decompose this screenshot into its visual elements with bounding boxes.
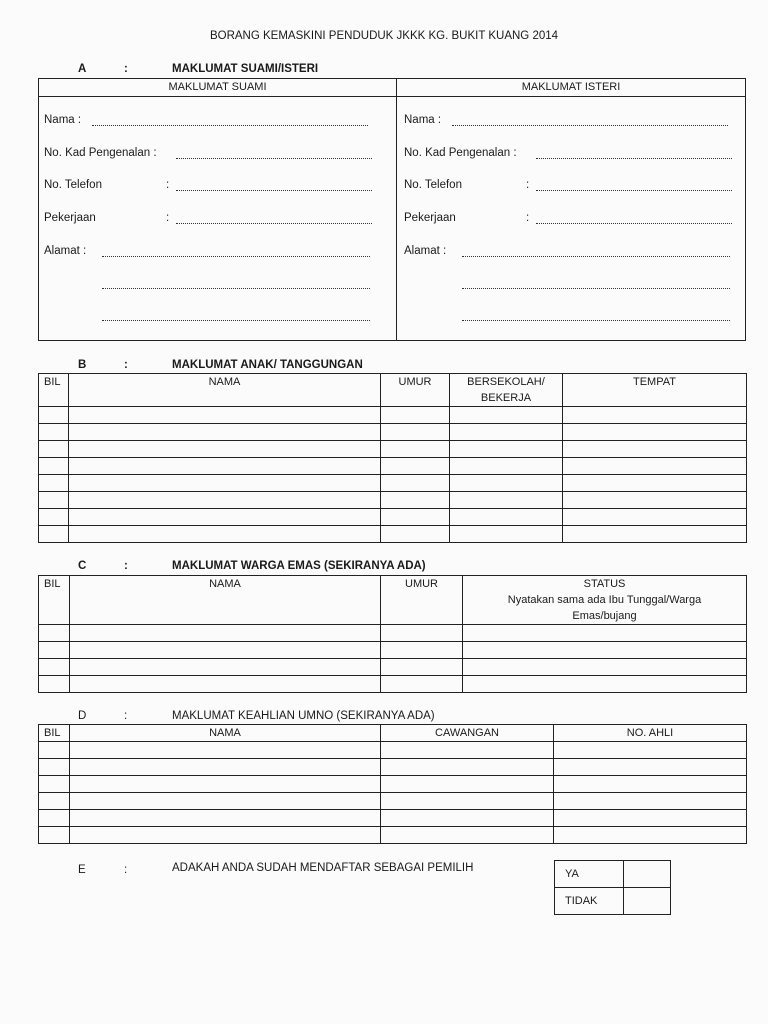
- b-header-nama: NAMA: [69, 374, 381, 407]
- c-status-line3: Emas/bujang: [572, 610, 637, 622]
- isteri-alamat-line-1[interactable]: [462, 256, 730, 257]
- suami-ic-label: No. Kad Pengenalan :: [44, 147, 157, 159]
- section-d-colon: :: [124, 710, 128, 722]
- d-header-no-ahli: NO. AHLI: [554, 725, 747, 742]
- isteri-kerja-label: Pekerjaan: [404, 212, 456, 224]
- suami-kerja-colon: :: [166, 212, 170, 224]
- table-row[interactable]: [39, 475, 747, 492]
- b-header-umur: UMUR: [381, 374, 450, 407]
- suami-tel-colon: :: [166, 179, 170, 191]
- suami-header: MAKLUMAT SUAMI: [39, 79, 396, 97]
- c-status-line2: Nyatakan sama ada Ibu Tunggal/Warga: [507, 594, 702, 606]
- d-header-cawangan: CAWANGAN: [381, 725, 554, 742]
- suami-kerja-line[interactable]: [176, 223, 372, 224]
- section-a-letter: A: [78, 63, 87, 75]
- isteri-ic-line[interactable]: [536, 158, 732, 159]
- b-header-bersekolah: BERSEKOLAH/ BEKERJA: [450, 374, 563, 407]
- yes-label: YA: [555, 861, 624, 888]
- pemilih-choice-table: [554, 860, 671, 915]
- table-row[interactable]: [39, 625, 747, 642]
- table-row[interactable]: [39, 793, 747, 810]
- c-header-status: [463, 576, 747, 625]
- d-header-nama: NAMA: [70, 725, 381, 742]
- c-header-umur: UMUR: [381, 576, 463, 625]
- isteri-ic-label: No. Kad Pengenalan :: [404, 147, 517, 159]
- table-row[interactable]: [39, 676, 747, 693]
- table-row[interactable]: [39, 458, 747, 475]
- section-e-question: ADAKAH ANDA SUDAH MENDAFTAR SEBAGAI PEMILIH: [172, 862, 474, 874]
- section-c-letter: C: [78, 560, 87, 572]
- isteri-nama-label: Nama :: [404, 114, 442, 126]
- d-header-bil: BIL: [39, 725, 70, 742]
- table-row[interactable]: [39, 407, 747, 424]
- table-row[interactable]: [39, 659, 747, 676]
- c-header-bil: BIL: [39, 576, 70, 625]
- suami-nama-line[interactable]: [92, 125, 368, 126]
- no-label: TIDAK: [555, 888, 624, 915]
- suami-kerja-label: Pekerjaan: [44, 212, 96, 224]
- isteri-alamat-label: Alamat :: [404, 245, 447, 257]
- section-a-box: [38, 78, 746, 341]
- table-row[interactable]: [39, 526, 747, 543]
- suami-nama-label: Nama :: [44, 114, 82, 126]
- suami-alamat-line-2[interactable]: [102, 288, 370, 289]
- suami-alamat-line-1[interactable]: [102, 256, 370, 257]
- section-c-title: MAKLUMAT WARGA EMAS (SEKIRANYA ADA): [172, 560, 426, 572]
- section-e-letter: E: [78, 864, 86, 876]
- section-d-title: MAKLUMAT KEAHLIAN UMNO (SEKIRANYA ADA): [172, 710, 435, 722]
- isteri-tel-colon: :: [526, 179, 530, 191]
- isteri-nama-line[interactable]: [452, 125, 728, 126]
- section-c-table: [38, 575, 747, 693]
- column-divider: [396, 79, 397, 340]
- table-row[interactable]: [39, 810, 747, 827]
- c-header-nama: NAMA: [70, 576, 381, 625]
- table-row[interactable]: [39, 492, 747, 509]
- section-b-table: [38, 373, 747, 543]
- section-b-letter: B: [78, 359, 87, 371]
- b-header-bil: BIL: [39, 374, 69, 407]
- suami-alamat-line-3[interactable]: [102, 320, 370, 321]
- section-d-letter: D: [78, 710, 87, 722]
- suami-tel-line[interactable]: [176, 190, 372, 191]
- section-a-colon: :: [124, 63, 128, 75]
- isteri-tel-label: No. Telefon: [404, 179, 462, 191]
- section-e-colon: :: [124, 864, 128, 876]
- table-row[interactable]: [39, 441, 747, 458]
- isteri-header: MAKLUMAT ISTERI: [396, 79, 746, 97]
- section-d-table: [38, 724, 747, 844]
- table-row[interactable]: [39, 827, 747, 844]
- section-b-colon: :: [124, 359, 128, 371]
- table-row[interactable]: [39, 759, 747, 776]
- isteri-alamat-line-2[interactable]: [462, 288, 730, 289]
- suami-alamat-label: Alamat :: [44, 245, 87, 257]
- table-row[interactable]: [39, 509, 747, 526]
- isteri-alamat-line-3[interactable]: [462, 320, 730, 321]
- b-header-tempat: TEMPAT: [563, 374, 747, 407]
- c-status-line1: STATUS: [583, 578, 626, 590]
- table-row[interactable]: [39, 424, 747, 441]
- no-checkbox[interactable]: [624, 888, 671, 915]
- suami-ic-line[interactable]: [176, 158, 372, 159]
- table-row[interactable]: [39, 642, 747, 659]
- isteri-tel-line[interactable]: [536, 190, 732, 191]
- table-row[interactable]: [39, 742, 747, 759]
- document-title: BORANG KEMASKINI PENDUDUK JKKK KG. BUKIT KUANG 2014: [209, 30, 559, 42]
- table-row[interactable]: [39, 776, 747, 793]
- section-b-title: MAKLUMAT ANAK/ TANGGUNGAN: [172, 359, 363, 371]
- isteri-kerja-line[interactable]: [536, 223, 732, 224]
- isteri-kerja-colon: :: [526, 212, 530, 224]
- yes-checkbox[interactable]: [624, 861, 671, 888]
- section-c-colon: :: [124, 560, 128, 572]
- section-a-title: MAKLUMAT SUAMI/ISTERI: [172, 63, 319, 75]
- suami-tel-label: No. Telefon: [44, 179, 102, 191]
